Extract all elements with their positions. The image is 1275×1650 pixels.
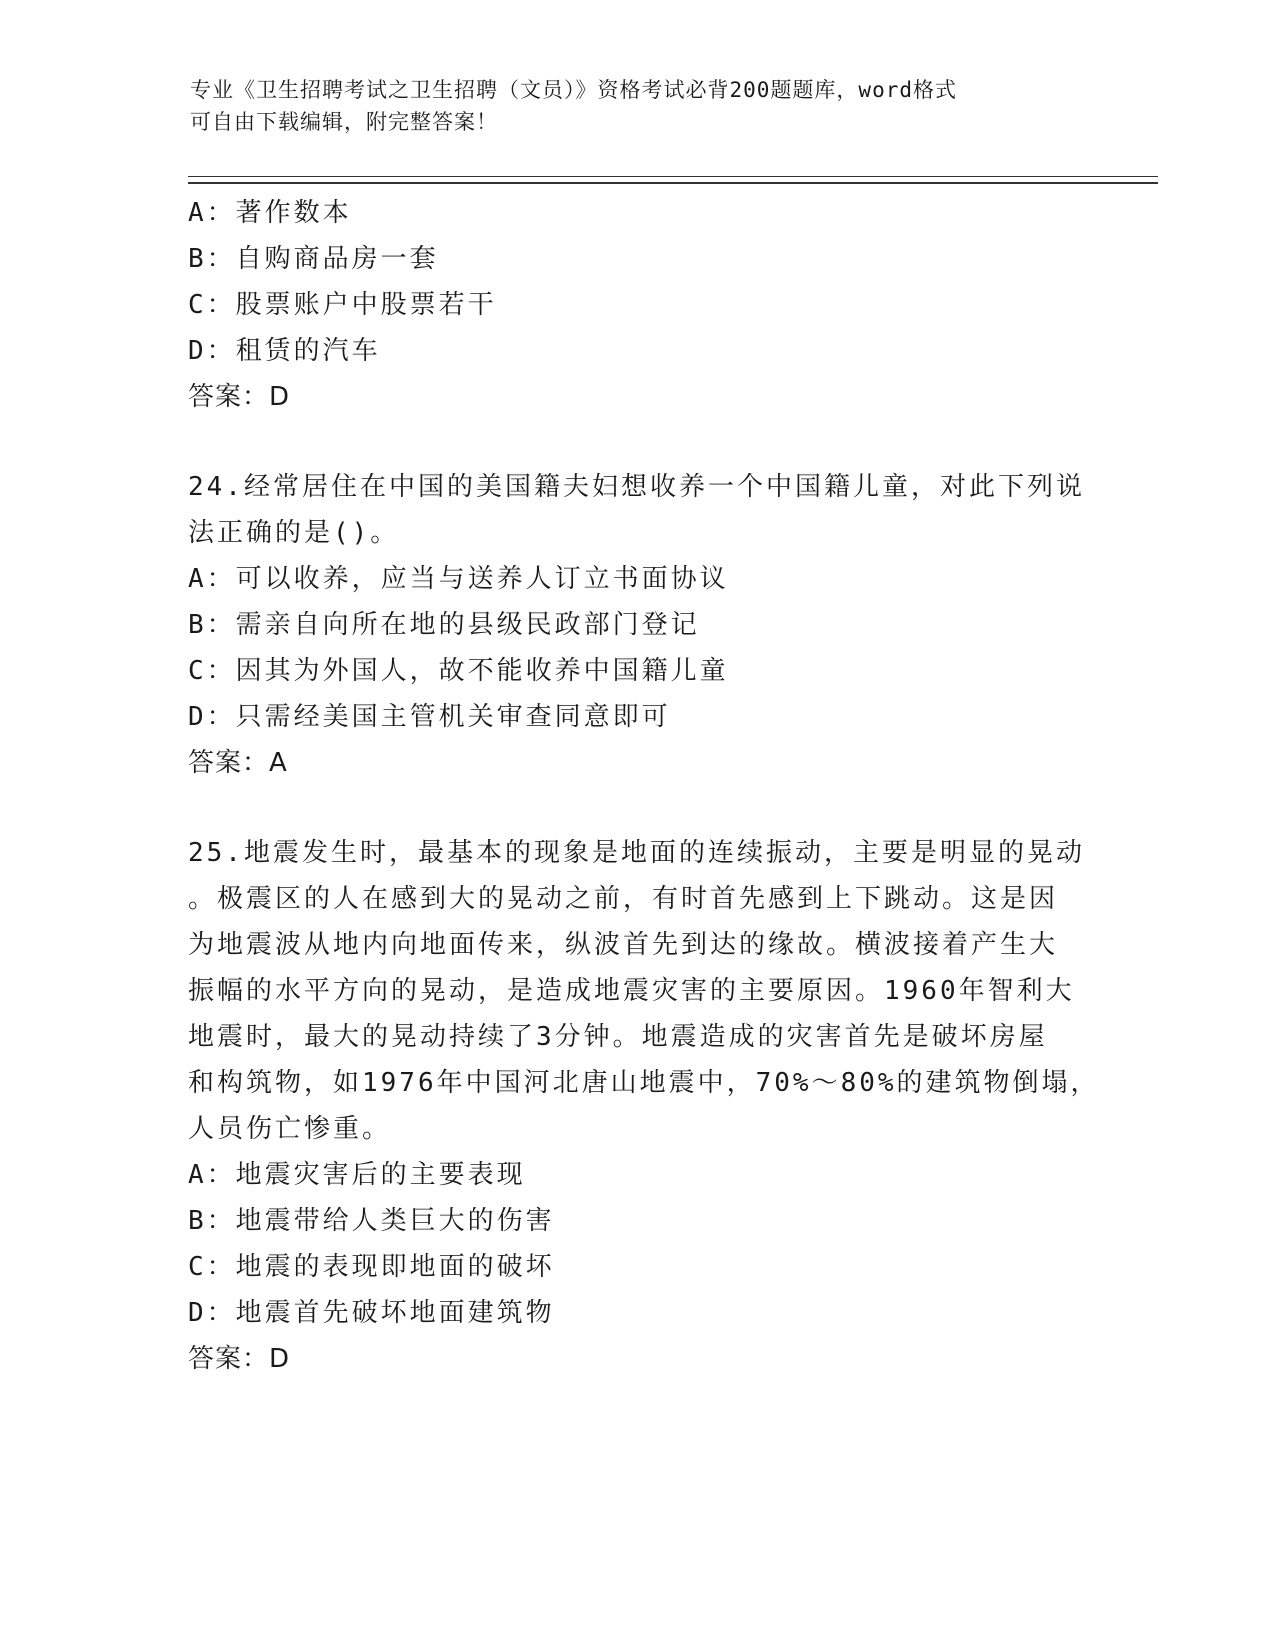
- option-d: D：租赁的汽车: [188, 336, 381, 366]
- header-line-1: 专业《卫生招聘考试之卫生招聘（文员）》资格考试必背200题题库，word格式: [190, 78, 957, 102]
- answer: 答案：A: [188, 748, 288, 778]
- option-c: C：股票账户中股票若干: [188, 290, 497, 320]
- question-stem-line: 法正确的是()。: [188, 518, 400, 548]
- question-stem-line: 人员伤亡惨重。: [188, 1114, 392, 1144]
- question-stem-line: 25.地震发生时，最基本的现象是地面的连续振动，主要是明显的晃动: [188, 838, 1085, 868]
- option-d: D：只需经美国主管机关审查同意即可: [188, 702, 671, 732]
- option-c: C：地震的表现即地面的破坏: [188, 1252, 555, 1282]
- answer: 答案：D: [188, 1344, 291, 1374]
- question-stem-line: 。极震区的人在感到大的晃动之前，有时首先感到上下跳动。这是因: [188, 884, 1059, 914]
- header-line-2: 可自由下载编辑，附完整答案！: [190, 110, 498, 134]
- question-24-block: [188, 464, 1088, 786]
- question-stem-line: 地震时，最大的晃动持续了3分钟。地震造成的灾害首先是破坏房屋: [188, 1022, 1048, 1052]
- question-25-block: [188, 830, 1100, 1382]
- option-d: D：地震首先破坏地面建筑物: [188, 1298, 555, 1328]
- answer: 答案：D: [188, 382, 291, 412]
- option-a: A：地震灾害后的主要表现: [188, 1160, 526, 1190]
- option-a: A：著作数本: [188, 198, 352, 228]
- page-header: [190, 74, 1090, 138]
- option-b: B：需亲自向所在地的县级民政部门登记: [188, 610, 700, 640]
- question-stem-line: 振幅的水平方向的晃动，是造成地震灾害的主要原因。1960年智利大: [188, 976, 1075, 1006]
- option-b: B：地震带给人类巨大的伤害: [188, 1206, 555, 1236]
- question-stem-line: 24.经常居住在中国的美国籍夫妇想收养一个中国籍儿童，对此下列说: [188, 472, 1085, 502]
- question-23-block: [188, 190, 1088, 420]
- option-b: B：自购商品房一套: [188, 244, 439, 274]
- option-c: C：因其为外国人，故不能收养中国籍儿童: [188, 656, 729, 686]
- option-a: A：可以收养，应当与送养人订立书面协议: [188, 564, 729, 594]
- question-stem-line: 和构筑物，如1976年中国河北唐山地震中，70%～80%的建筑物倒塌，: [188, 1068, 1100, 1098]
- question-content: [188, 190, 1100, 1426]
- question-stem-line: 为地震波从地内向地面传来，纵波首先到达的缘故。横波接着产生大: [188, 930, 1059, 960]
- header-divider: [188, 176, 1158, 184]
